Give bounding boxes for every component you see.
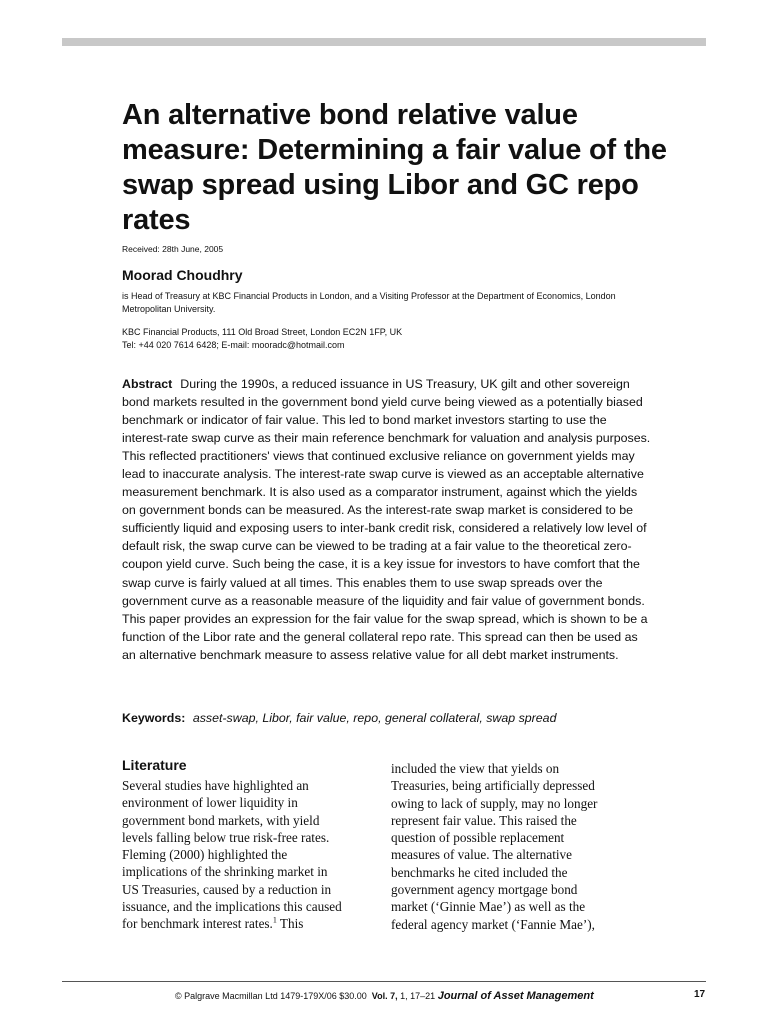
body-line: federal agency market (‘Fannie Mae’),	[391, 916, 595, 932]
body-column-left	[122, 777, 382, 933]
copyright-symbol: ©	[175, 991, 182, 1001]
author-name: Moorad Choudhry	[122, 267, 243, 283]
abstract	[122, 375, 652, 664]
issue-pages: 1, 17–21	[400, 991, 436, 1001]
author-address	[122, 326, 662, 352]
body-line: Fleming (2000) highlighted the	[122, 847, 288, 863]
abstract-text: During the 1990s, a reduced issuance in US Treasury, UK gilt and other sovereign bond markets resulted in the government bond yield curve being viewed as a potentially biased benchmark or indicator of fair value. This led to bond market investors starting to use the interest-rate swap curve as their main reference benchmark for valuation and analysis purposes. This reflected practitioners' views that continued exclusive reliance on government yields may lead to inaccurate analysis. The interest-rate swap curve is viewed as an acceptable alternative measurement benchmark. It is also used as a comparator instrument, against which the yields on government bonds can be measured. As the interest-rate swap market is considered to be sufficiently liquid and exposing users to inter-bank credit risk, considered a relatively low level of default risk, the swap curve can be viewed to be trading at a fair value to the theoretical zero-coupon yield curve. Such being the case, it is a key issue for investors to have comfort that the swap curve is fairly valued at all times. This enables them to use swap spreads over the government curve as a reasonable measure of the liquidity and fair value of government bonds. This paper provides an expression for the fair value for the swap spread, which is shown to be a function of the Libor rate and the general collateral repo rate. This spread can then be used as an alternative benchmark measure to assess relative value for all debt market instruments.	[122, 377, 651, 662]
keywords	[122, 711, 682, 725]
publisher-info: Palgrave Macmillan Ltd 1479-179X/06 $30.00	[184, 991, 367, 1001]
body-line: implications of the shrinking market in	[122, 864, 328, 880]
article-title: An alternative bond relative value measure: Determining a fair value of the swap spread using Libor and GC repo rates	[122, 99, 667, 236]
contact-line: Tel: +44 020 7614 6428; E-mail: mooradc@hotmail.com	[122, 340, 345, 350]
received-date: Received: 28th June, 2005	[122, 244, 224, 254]
body-line: benchmarks he cited included the	[391, 864, 568, 880]
journal-name: Journal of Asset Management	[437, 990, 594, 1002]
address-line: KBC Financial Products, 111 Old Broad Street, London EC2N 1FP, UK	[122, 327, 403, 337]
keywords-label: Keywords:	[122, 711, 186, 725]
body-line: market (‘Ginnie Mae’) as well as the	[391, 899, 586, 915]
footer	[175, 990, 695, 1002]
keywords-text: asset-swap, Libor, fair value, repo, general collateral, swap spread	[192, 711, 557, 725]
body-line: question of possible replacement	[391, 830, 565, 846]
body-line: US Treasuries, caused by a reduction in	[122, 881, 332, 897]
body-line: included the view that yields on	[391, 761, 560, 776]
body-line-last	[122, 915, 382, 932]
body-line: government bond markets, with yield	[122, 812, 320, 828]
body-line: represent fair value. This raised the	[391, 812, 577, 828]
body-line: Treasuries, being artificially depressed	[391, 778, 595, 794]
body-text: This	[276, 916, 304, 932]
body-line: government agency mortgage bond	[391, 882, 578, 898]
footer-rule	[62, 981, 706, 982]
body-line: owing to lack of supply, may no longer	[391, 795, 598, 811]
page-number: 17	[694, 989, 706, 1000]
body-line: issuance, and the implications this caused	[122, 899, 342, 915]
body-line: environment of lower liquidity in	[122, 795, 298, 811]
body-line: levels falling below true risk-free rates.	[122, 829, 330, 845]
body-line: Several studies have highlighted an	[122, 778, 309, 793]
abstract-label: Abstract	[122, 377, 173, 391]
volume-label: Vol. 7,	[371, 991, 398, 1001]
footnote-mark: 1	[272, 915, 277, 925]
body-text: for benchmark interest rates.	[122, 916, 273, 932]
author-bio: is Head of Treasury at KBC Financial Products in London, and a Visiting Professor at the Department of Economics, London Metropolitan University.	[122, 291, 616, 314]
header-bar	[62, 38, 706, 46]
body-line: measures of value. The alternative	[391, 847, 573, 863]
section-heading: Literature	[122, 757, 187, 773]
body-column-right	[391, 760, 651, 933]
